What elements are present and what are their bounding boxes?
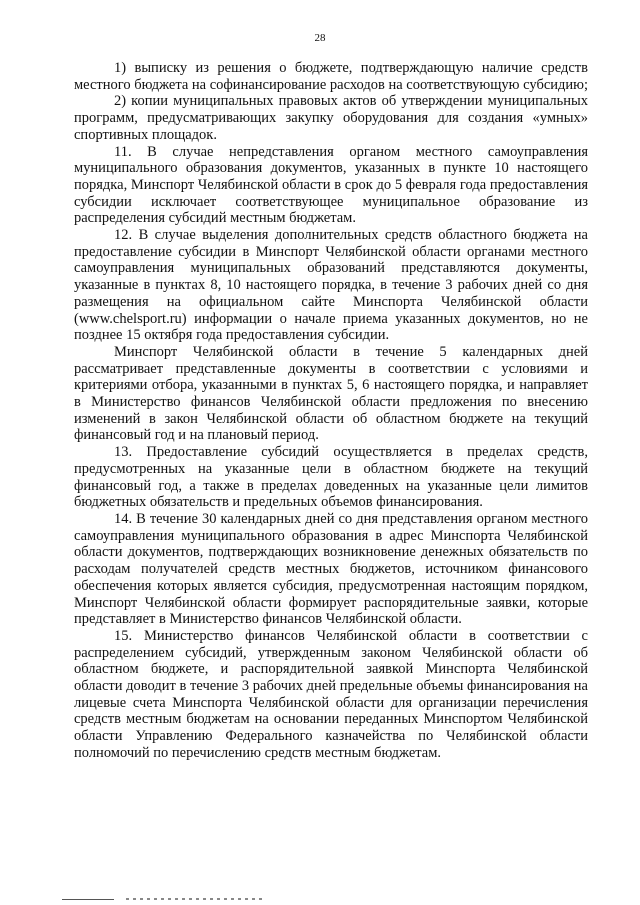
page-number: 28	[314, 32, 326, 44]
paragraph: 11. В случае непредставления органом местного самоуправления муниципального образования документов, указанных в пункте 10 настоящего порядка, Минспорт Челябинской области в срок до 5 февраля года предоставления субсидии исключает соответствующее муниципальное образование из распределения субсидий местным бюджетам.	[74, 143, 588, 227]
document-body	[74, 60, 588, 762]
paragraph: Минспорт Челябинской области в течение 5 календарных дней рассматривает представленные документы в соответствии с условиями и критериями отбора, указанными в пунктах 5, 6 настоящего порядка, и направляет в Министерство финансов Челябинской области предложения по внесению изменений в закон Челябинской области об областном бюджете на текущий финансовый год и на плановый период.	[74, 343, 588, 444]
paragraph: 14. В течение 30 календарных дней со дня представления органом местного самоуправления муниципального образования в адрес Минспорта Челябинской области документов, подтверждающих возникновение денежных обязательств по расходам получателей средств местных бюджетов, источником финансового обеспечения которых является субсидия, предусмотренная настоящим порядком, Минспорт Челябинской области формирует распорядительные заявки, которые представляет в Министерство финансов Челябинской области.	[74, 510, 588, 628]
paragraph: 1) выписку из решения о бюджете, подтверждающую наличие средств местного бюджета на софинансирование расходов на соответствующую субсидию;	[74, 60, 589, 93]
paragraph: 2) копии муниципальных правовых актов об утверждении муниципальных программ, предусматривающих закупку оборудования для создания «умных» спортивных площадок.	[74, 93, 588, 143]
paragraph: 13. Предоставление субсидий осуществляется в пределах средств, предусмотренных на указанные цели в областном бюджете на текущий финансовый год, а также в пределах доведенных на указанные цели лимитов бюджетных обязательств и предельных объемов финансирования.	[74, 444, 588, 511]
footer-rule	[62, 899, 114, 900]
paragraph: 15. Министерство финансов Челябинской области в соответствии с распределением субсидий, утвержденным законом Челябинской области об областном бюджете, и распорядительной заявкой Минспорта Челябинской области доводит в течение 3 рабочих дней предельные объемы финансирования на лицевые счета Минспорта Челябинской области для организации перечисления средств местным бюджетам на основании переданных Минспортом Челябинской области Управлению Федерального казначейства по Челябинской области полномочий по перечислению средств местным бюджетам.	[74, 627, 588, 761]
footer-scan-marks	[126, 898, 266, 900]
paragraph: 12. В случае выделения дополнительных средств областного бюджета на предоставление субсидии в Минспорт Челябинской области органами местного самоуправления муниципальных образований представляются документы, указанные в пунктах 8, 10 настоящего порядка, в течение 3 рабочих дней со дня размещения на официальном сайте Минспорта Челябинской области (www.chelsport.ru) информации о начале приема указанных документов, но не позднее 15 октября года предоставления субсидии.	[74, 227, 588, 344]
